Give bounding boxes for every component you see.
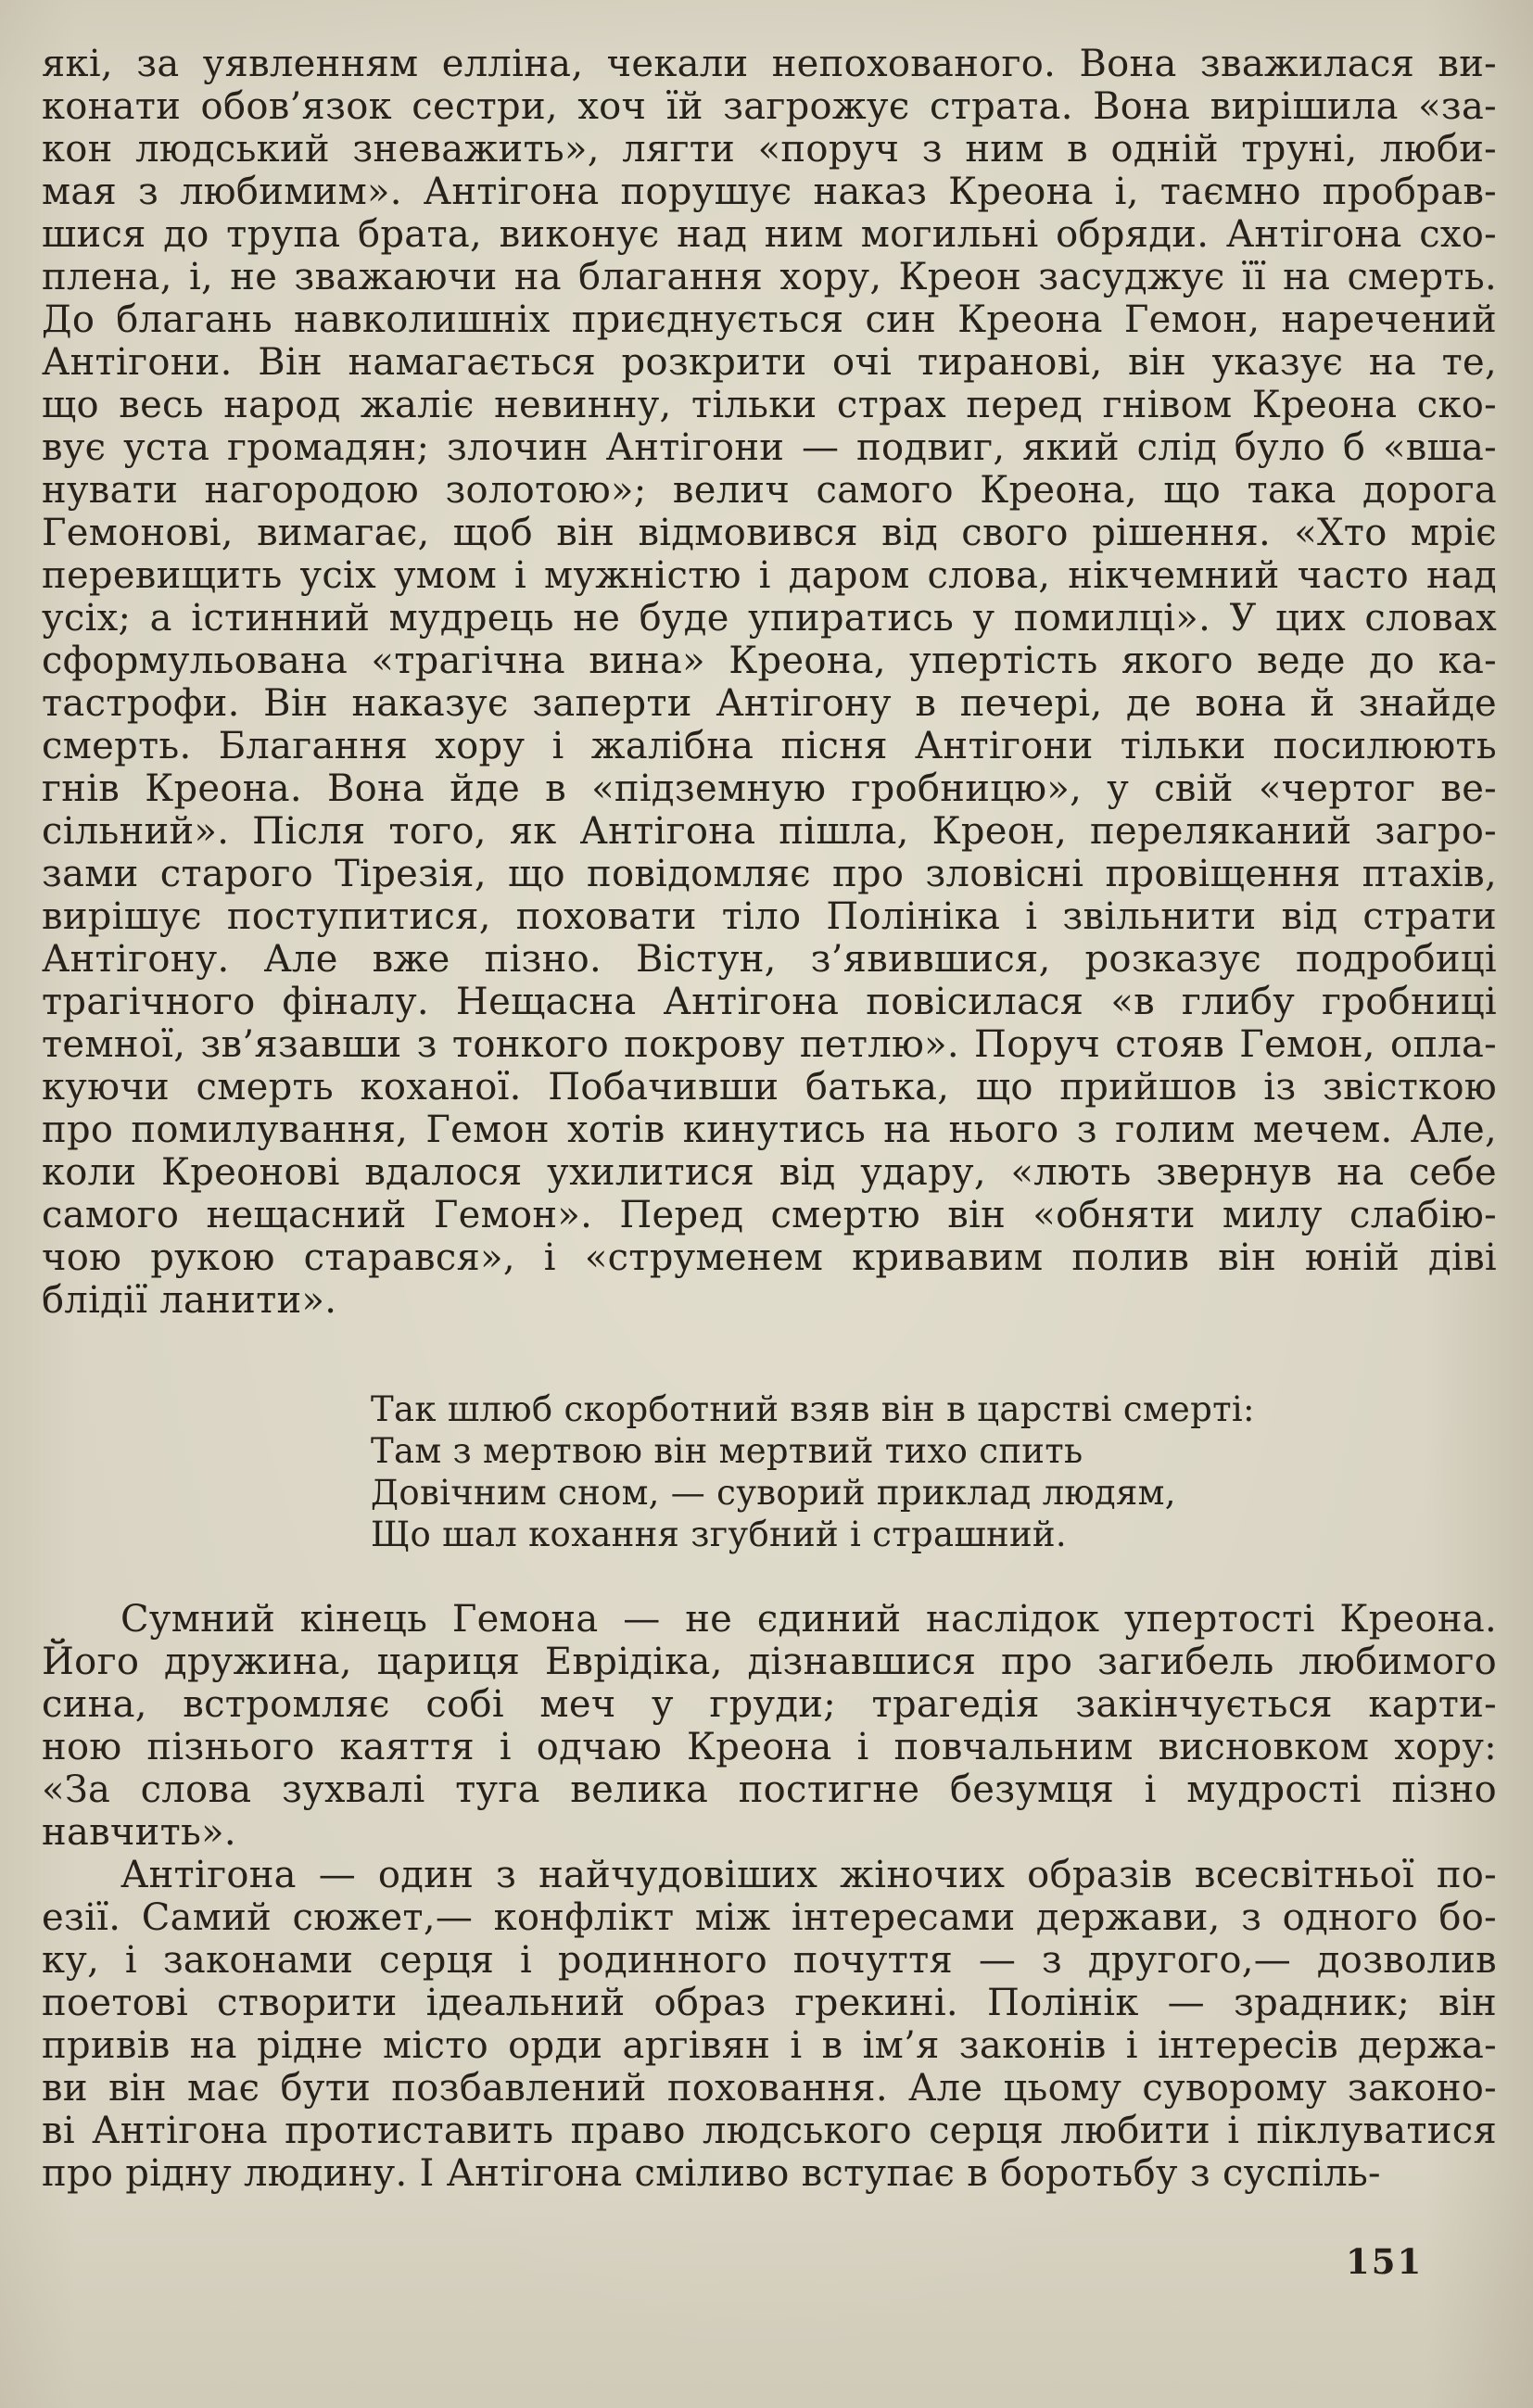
page-number: 151 (1346, 2241, 1424, 2282)
text-line: Так шлюб скорботний взяв він в царстві смерті: (371, 1389, 1255, 1429)
text-line: кон людський зневажить», лягти «поруч з ним в одній труні, люби- (42, 128, 1497, 171)
text-line: шися до трупа брата, виконує над ним могильні обряди. Антігона схо- (42, 213, 1497, 256)
text-line: Антігону. Але вже пізно. Вістун, з’явившися, розказує подробиці (42, 938, 1497, 981)
text-line: сина, встромляє собі меч у груди; трагедія закінчується карти- (42, 1683, 1497, 1726)
text-line: Там з мертвою він мертвий тихо спить (371, 1431, 1083, 1471)
text-line: Антігони. Він намагається розкрити очі тиранові, він указує на те, (42, 341, 1497, 384)
text-line: самого нещасний Гемон». Перед смертю він «обняти милу слабію- (42, 1194, 1497, 1236)
text-line: ною пізнього каяття і одчаю Креона і повчальним висновком хору: (42, 1726, 1497, 1768)
text-line: Гемонові, вимагає, щоб він відмовився від свого рішення. «Хто мріє (42, 512, 1497, 554)
text-line: Що шал кохання згубний і страшний. (371, 1515, 1067, 1554)
text-line: привів на рідне місто орди аргівян і в ім’я законів і інтересів держа- (42, 2024, 1497, 2067)
text-line: нувати нагородою золотою»; велич самого Креона, що така дорога (42, 469, 1497, 512)
text-line: смерть. Благання хору і жалібна пісня Антігони тільки посилюють (42, 725, 1497, 767)
text-line: куючи смерть коханої. Побачивши батька, що прийшов із звісткою (42, 1066, 1497, 1109)
text-line: Довічним сном, — суворий приклад людям, (371, 1473, 1176, 1513)
text-line: навчить». (42, 1811, 236, 1854)
text-line: мая з любимим». Антігона порушує наказ Креона і, таємно пробрав- (42, 171, 1497, 213)
text-line: про рідну людину. І Антігона сміливо вступає в боротьбу з суспіль- (42, 2152, 1381, 2195)
text-line: вирішує поступитися, поховати тіло Полініка і звільнити від страти (42, 895, 1497, 938)
text-line: вує уста громадян; злочин Антігони — подвиг, який слід було б «вша- (42, 426, 1497, 469)
text-line: усіх; а істинний мудрець не буде упиратись у помилці». У цих словах (42, 597, 1497, 640)
text-line: темної, зв’язавши з тонкого покрову петлю». Поруч стояв Гемон, опла- (42, 1023, 1497, 1066)
text-line: сільний». Після того, як Антігона пішла, Креон, переляканий загро- (42, 810, 1497, 853)
text-line: перевищить усіх умом і мужністю і даром слова, нікчемний часто над (42, 554, 1497, 597)
text-line: трагічного фіналу. Нещасна Антігона повісилася «в глибу гробниці (42, 981, 1497, 1023)
text-line: які, за уявленням елліна, чекали непохованого. Вона зважилася ви- (42, 43, 1497, 85)
paragraph-antigone-image (42, 1854, 1497, 2195)
text-line: До благань навколишніх приєднується син Креона Гемон, наречений (42, 298, 1497, 341)
paragraph-antigone-story (42, 43, 1497, 1322)
text-line: езії. Самий сюжет,— конфлікт між інтересами держави, з одного бо- (42, 1896, 1497, 1939)
text-line: ві Антігона протиставить право людського серця любити і піклуватися (42, 2110, 1497, 2152)
text-line: ку, і законами серця і родинного почуття — з другого,— дозволив (42, 1939, 1497, 1982)
text-line: ви він має бути позбавлений поховання. Але цьому суворому законо- (42, 2067, 1497, 2110)
text-line: «За слова зухвалі туга велика постигне безумця і мудрості пізно (42, 1768, 1497, 1811)
text-line: блідії ланити». (42, 1279, 337, 1322)
text-line: гнів Креона. Вона йде в «підземную гробницю», у свій «чертог ве- (42, 767, 1497, 810)
text-line: Сумний кінець Гемона — не єдиний наслідок упертості Креона. (120, 1598, 1497, 1641)
text-line: що весь народ жаліє невинну, тільки страх перед гнівом Креона ско- (42, 384, 1497, 426)
text-line: чою рукою старався», і «струменем кривавим полив він юній діві (42, 1236, 1497, 1279)
text-line: про помилування, Гемон хотів кинутись на нього з голим мечем. Але, (42, 1109, 1497, 1151)
text-line: зами старого Тірезія, що повідомляє про зловісні провіщення птахів, (42, 853, 1497, 895)
text-line: Антігона — один з найчудовіших жіночих образів всесвітньої по- (120, 1854, 1497, 1896)
paragraph-haemon-end (42, 1598, 1497, 1854)
text-line: плена, і, не зважаючи на благання хору, Креон засуджує її на смерть. (42, 256, 1497, 298)
text-line: поетові створити ідеальний образ грекині. Полінік — зрадник; він (42, 1982, 1497, 2024)
text-line: коли Креонові вдалося ухилитися від удару, «лють звернув на себе (42, 1151, 1497, 1194)
text-line: сформульована «трагічна вина» Креона, упертість якого веде до ка- (42, 640, 1497, 682)
text-line: тастрофи. Він наказує заперти Антігону в печері, де вона й знайде (42, 682, 1497, 725)
text-line: Його дружина, цариця Еврідіка, дізнавшися про загибель любимого (42, 1641, 1497, 1683)
text-line: конати обов’язок сестри, хоч їй загрожує страта. Вона вирішила «за- (42, 85, 1497, 128)
poem-quote (371, 1388, 1497, 1555)
text-column (42, 43, 1497, 2195)
